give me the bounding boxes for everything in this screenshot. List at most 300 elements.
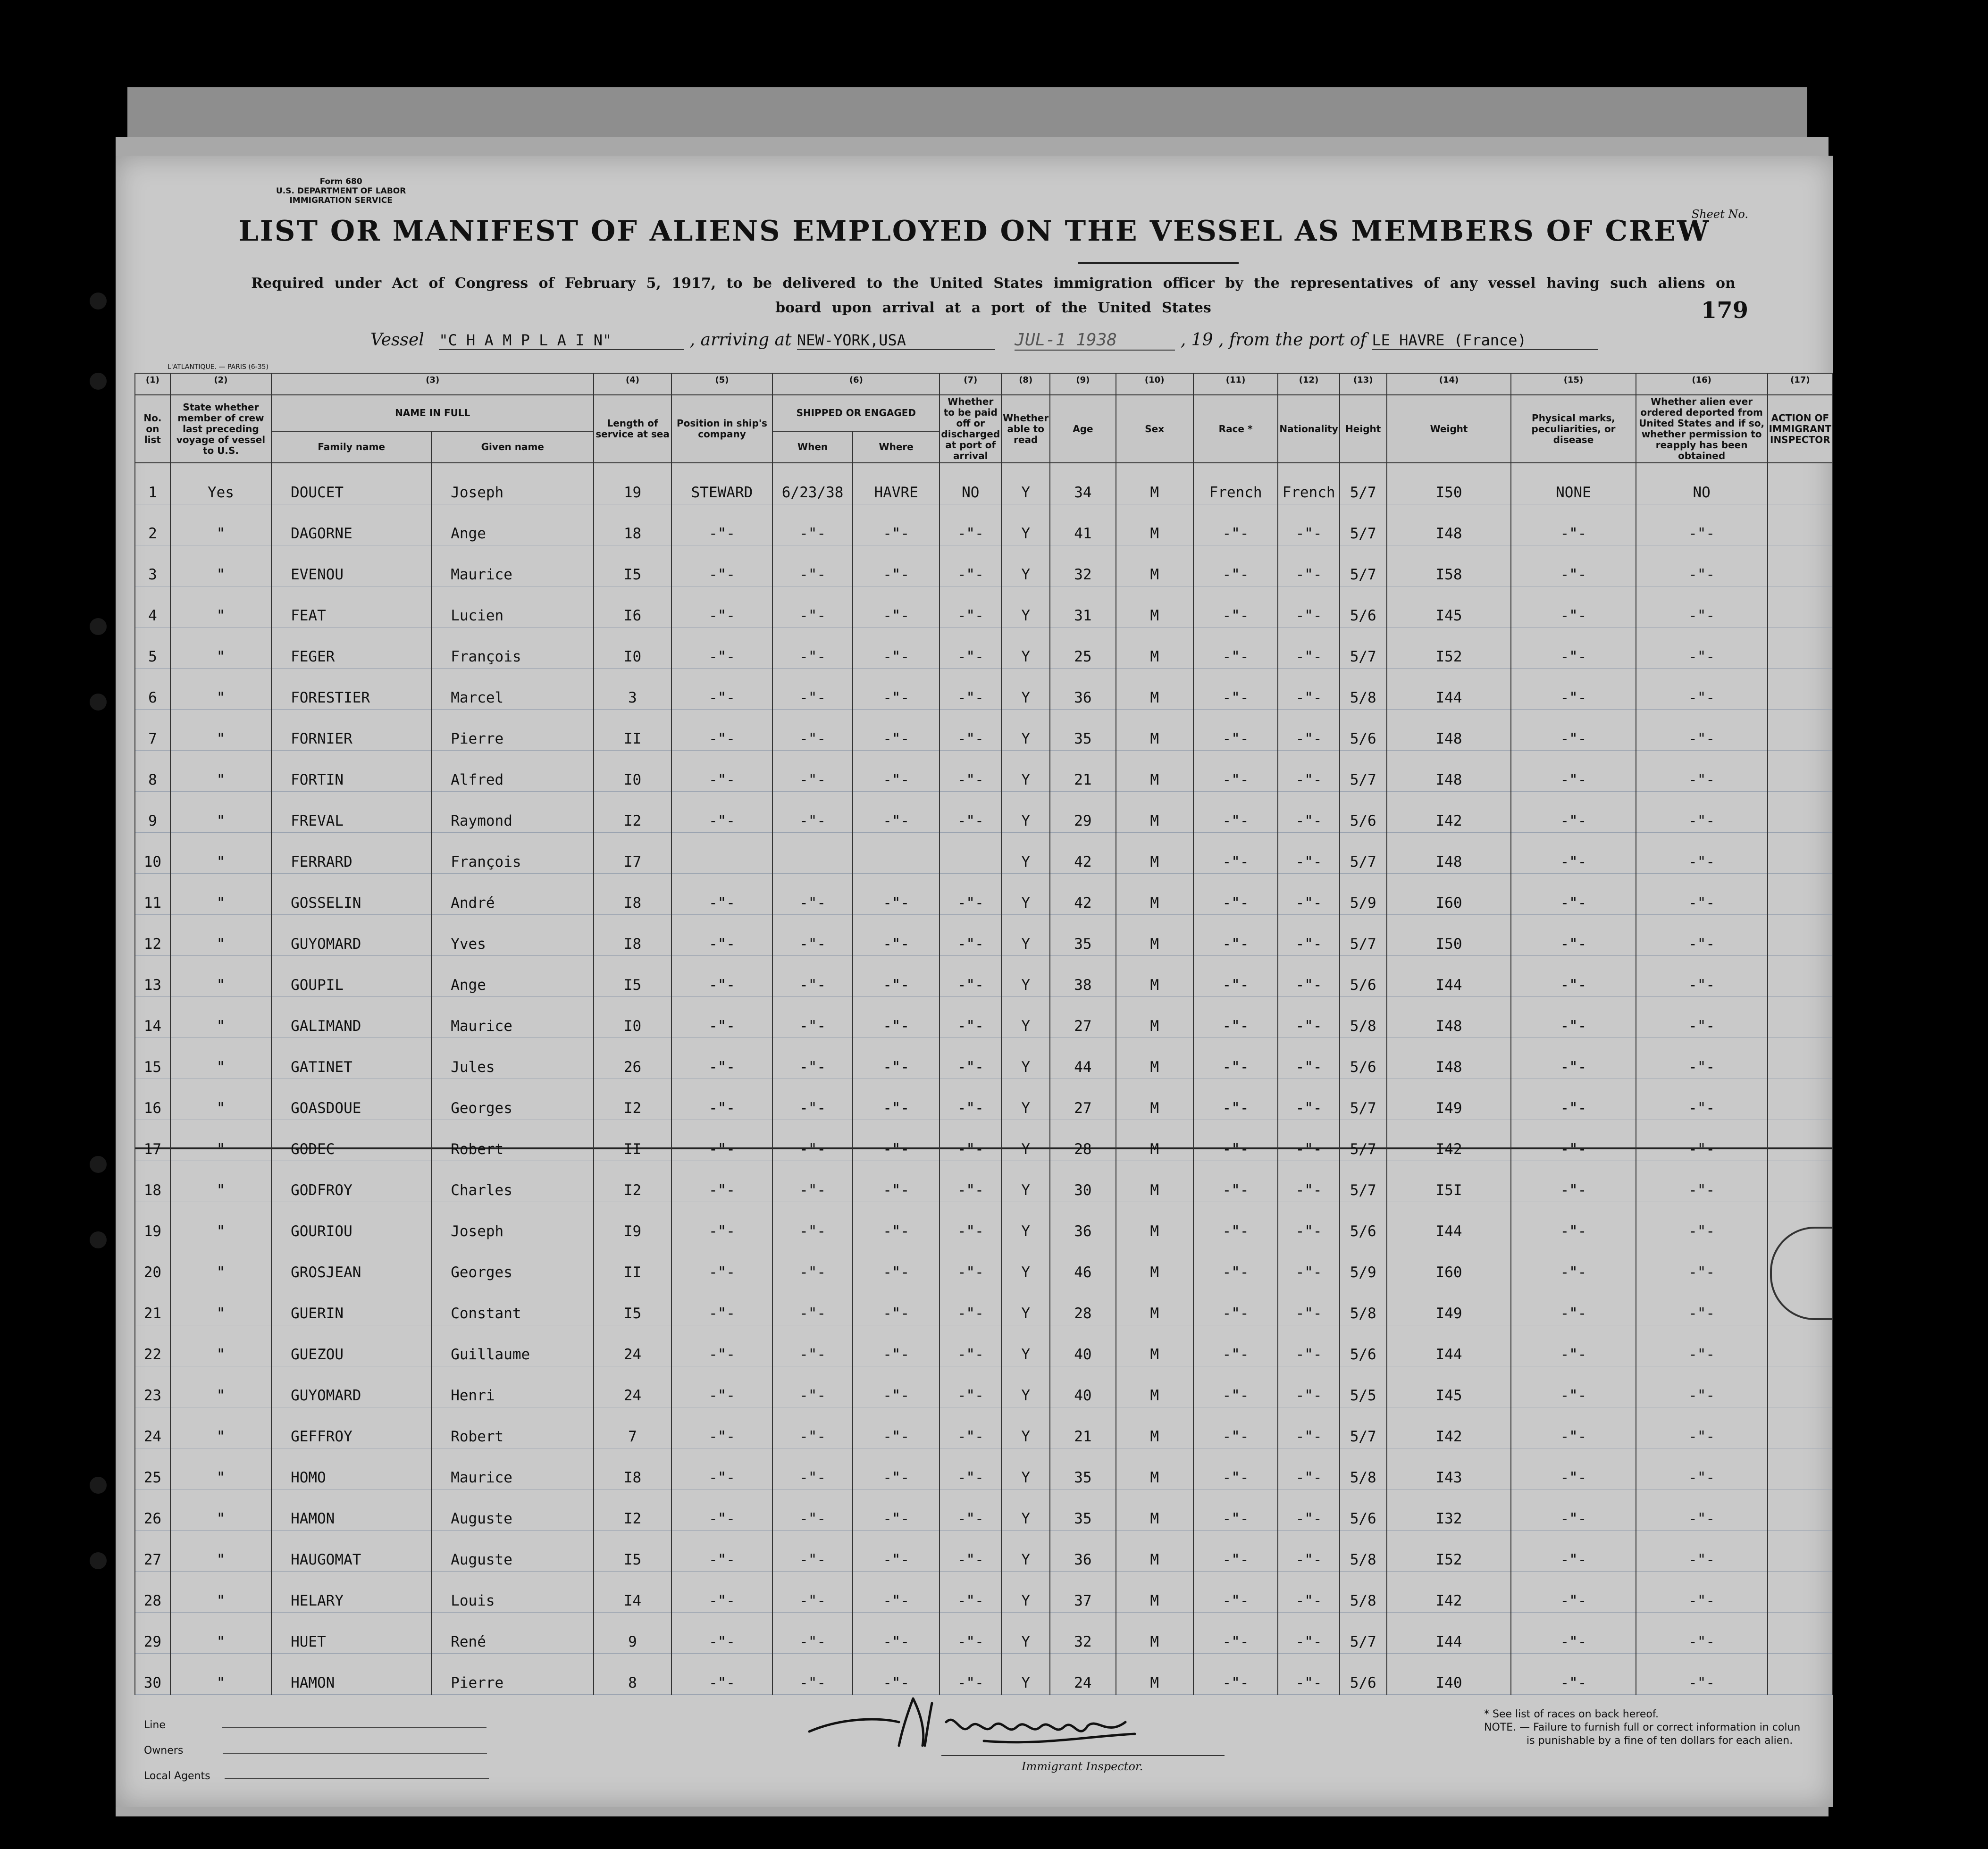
prev-voyage-cell: " <box>170 1407 271 1448</box>
family-name-cell: GUEZOU <box>271 1325 431 1366</box>
row-number-cell: 1 <box>135 463 170 504</box>
physical-marks-cell: -"- <box>1511 1489 1636 1531</box>
crew-rows <box>135 463 1833 1695</box>
col-header-position: Position in ship's company <box>671 395 772 463</box>
sex-cell: M <box>1116 1243 1193 1284</box>
sex-cell: M <box>1116 1079 1193 1120</box>
col-num-5: (5) <box>671 373 772 395</box>
height-cell: 5/6 <box>1340 1038 1387 1079</box>
position-cell: -"- <box>671 1531 772 1572</box>
shipped-when-cell: -"- <box>772 1572 853 1613</box>
position-cell: -"- <box>671 1202 772 1243</box>
table-row <box>135 1448 1833 1489</box>
shipped-where-cell: -"- <box>853 1202 939 1243</box>
race-cell: -"- <box>1193 1038 1278 1079</box>
col-num-6: (6) <box>772 373 939 395</box>
family-name-cell: HAMON <box>271 1654 431 1695</box>
weight-cell: I40 <box>1387 1654 1511 1695</box>
row-number-cell: 7 <box>135 710 170 751</box>
able-to-read-cell: Y <box>1001 1654 1050 1695</box>
department-name: U.S. DEPARTMENT OF LABOR <box>276 186 406 196</box>
nationality-cell: -"- <box>1278 1325 1339 1366</box>
given-name-cell: Pierre <box>431 710 594 751</box>
arriving-port: NEW-YORK,USA <box>797 331 995 350</box>
weight-cell: I44 <box>1387 669 1511 710</box>
deported-cell: -"- <box>1636 1407 1768 1448</box>
height-cell: 5/7 <box>1340 1161 1387 1202</box>
nationality-cell: -"- <box>1278 1448 1339 1489</box>
sex-cell: M <box>1116 1366 1193 1407</box>
position-cell: -"- <box>671 792 772 833</box>
height-cell: 5/7 <box>1340 627 1387 669</box>
col-header-shipped: SHIPPED OR ENGAGED <box>772 395 939 431</box>
row-number-cell: 3 <box>135 545 170 586</box>
table-row <box>135 504 1833 545</box>
sex-cell: M <box>1116 1448 1193 1489</box>
given-name-cell: Maurice <box>431 997 594 1038</box>
from-label: , from the port of <box>1218 330 1367 350</box>
deported-cell: -"- <box>1636 710 1768 751</box>
weight-cell: I45 <box>1387 586 1511 627</box>
height-cell: 5/6 <box>1340 586 1387 627</box>
row-number-cell: 15 <box>135 1038 170 1079</box>
weight-cell: I32 <box>1387 1489 1511 1531</box>
paid-off-cell: -"- <box>939 1366 1001 1407</box>
length-of-service-cell: I5 <box>594 1284 671 1325</box>
able-to-read-cell: Y <box>1001 833 1050 874</box>
age-cell: 28 <box>1050 1284 1116 1325</box>
shipped-when-cell: -"- <box>772 1161 853 1202</box>
shipped-when-cell: -"- <box>772 1531 853 1572</box>
shipped-where-cell <box>853 833 939 874</box>
from-port-name: LE HAVRE <box>1372 331 1445 349</box>
shipped-where-cell: -"- <box>853 956 939 997</box>
able-to-read-cell: Y <box>1001 1572 1050 1613</box>
family-name-cell: GODFROY <box>271 1161 431 1202</box>
shipped-where-cell: -"- <box>853 545 939 586</box>
inspector-signature <box>805 1689 1144 1750</box>
age-cell: 36 <box>1050 1531 1116 1572</box>
paid-off-cell: -"- <box>939 710 1001 751</box>
paid-off-cell: -"- <box>939 586 1001 627</box>
shipped-when-cell: -"- <box>772 1079 853 1120</box>
family-name-cell: HUET <box>271 1613 431 1654</box>
inspector-action-cell <box>1768 1407 1833 1448</box>
deported-cell: -"- <box>1636 1243 1768 1284</box>
prev-voyage-cell: " <box>170 1489 271 1531</box>
shipped-where-cell: -"- <box>853 751 939 792</box>
shipped-when-cell: -"- <box>772 627 853 669</box>
weight-cell: I60 <box>1387 874 1511 915</box>
shipped-where-cell: -"- <box>853 504 939 545</box>
from-country: (France) <box>1453 331 1527 349</box>
age-cell: 29 <box>1050 792 1116 833</box>
position-cell: -"- <box>671 627 772 669</box>
table-row <box>135 1325 1833 1366</box>
weight-cell: I48 <box>1387 710 1511 751</box>
physical-marks-cell: -"- <box>1511 504 1636 545</box>
column-number-row <box>135 373 1833 395</box>
footnote <box>1484 1708 1800 1748</box>
line-rule <box>222 1727 487 1728</box>
row-number-cell: 16 <box>135 1079 170 1120</box>
inspector-action-cell <box>1768 833 1833 874</box>
height-cell: 5/9 <box>1340 1243 1387 1284</box>
col-num-4: (4) <box>594 373 671 395</box>
sex-cell: M <box>1116 792 1193 833</box>
height-cell: 5/8 <box>1340 997 1387 1038</box>
col-header-sex: Sex <box>1116 395 1193 463</box>
inspector-action-cell <box>1768 874 1833 915</box>
family-name-cell: GODEC <box>271 1120 431 1161</box>
physical-marks-cell: -"- <box>1511 710 1636 751</box>
line-label: Line <box>144 1719 166 1731</box>
race-cell: -"- <box>1193 545 1278 586</box>
family-name-cell: GUYOMARD <box>271 1366 431 1407</box>
prev-voyage-cell: " <box>170 874 271 915</box>
inspector-action-cell <box>1768 1120 1833 1161</box>
physical-marks-cell: -"- <box>1511 1120 1636 1161</box>
table-row <box>135 1366 1833 1407</box>
family-name-cell: GUERIN <box>271 1284 431 1325</box>
age-cell: 35 <box>1050 710 1116 751</box>
able-to-read-cell: Y <box>1001 1448 1050 1489</box>
race-cell: -"- <box>1193 1325 1278 1366</box>
physical-marks-cell: -"- <box>1511 1284 1636 1325</box>
physical-marks-cell: -"- <box>1511 1654 1636 1695</box>
inspector-label: Immigrant Inspector. <box>1022 1760 1143 1773</box>
weight-cell: I44 <box>1387 956 1511 997</box>
race-cell: -"- <box>1193 997 1278 1038</box>
col-header-when: When <box>772 431 853 463</box>
shipped-when-cell: -"- <box>772 956 853 997</box>
table-row <box>135 1038 1833 1079</box>
shipped-when-cell: -"- <box>772 545 853 586</box>
length-of-service-cell: 3 <box>594 669 671 710</box>
family-name-cell: FEGER <box>271 627 431 669</box>
age-cell: 27 <box>1050 1079 1116 1120</box>
shipped-when-cell: -"- <box>772 710 853 751</box>
race-cell: -"- <box>1193 915 1278 956</box>
age-cell: 31 <box>1050 586 1116 627</box>
footnote-races: * See list of races on back hereof. <box>1484 1708 1659 1720</box>
footnote-fine: is punishable by a fine of ten dollars for each alien. <box>1527 1735 1793 1747</box>
able-to-read-cell: Y <box>1001 1325 1050 1366</box>
family-name-cell: GATINET <box>271 1038 431 1079</box>
shipped-where-cell: -"- <box>853 669 939 710</box>
able-to-read-cell: Y <box>1001 1531 1050 1572</box>
physical-marks-cell: -"- <box>1511 1325 1636 1366</box>
shipped-where-cell: HAVRE <box>853 463 939 504</box>
given-name-cell: François <box>431 833 594 874</box>
weight-cell: I49 <box>1387 1284 1511 1325</box>
deported-cell: -"- <box>1636 1654 1768 1695</box>
inspector-action-cell <box>1768 915 1833 956</box>
length-of-service-cell: II <box>594 1243 671 1284</box>
table-row <box>135 545 1833 586</box>
paid-off-cell: -"- <box>939 1325 1001 1366</box>
family-name-cell: HOMO <box>271 1448 431 1489</box>
able-to-read-cell: Y <box>1001 669 1050 710</box>
shipped-where-cell: -"- <box>853 1654 939 1695</box>
col-header-paid-off: Whether to be paid off or discharged at port of arrival <box>939 395 1001 463</box>
age-cell: 32 <box>1050 1613 1116 1654</box>
height-cell: 5/6 <box>1340 710 1387 751</box>
binder-hole <box>90 1552 107 1569</box>
length-of-service-cell: I7 <box>594 833 671 874</box>
race-cell: -"- <box>1193 669 1278 710</box>
col-header-age: Age <box>1050 395 1116 463</box>
inspector-action-cell <box>1768 669 1833 710</box>
able-to-read-cell: Y <box>1001 1202 1050 1243</box>
from-port <box>1372 331 1598 350</box>
length-of-service-cell: I5 <box>594 1531 671 1572</box>
family-name-cell: EVENOU <box>271 545 431 586</box>
inspector-action-cell <box>1768 463 1833 504</box>
nationality-cell: -"- <box>1278 1161 1339 1202</box>
deported-cell: -"- <box>1636 1572 1768 1613</box>
position-cell: -"- <box>671 1325 772 1366</box>
paid-off-cell: -"- <box>939 1654 1001 1695</box>
sex-cell: M <box>1116 627 1193 669</box>
prev-voyage-cell: " <box>170 545 271 586</box>
row-number-cell: 30 <box>135 1654 170 1695</box>
title-underline <box>1078 262 1239 264</box>
nationality-cell: -"- <box>1278 586 1339 627</box>
col-num-1: (1) <box>135 373 170 395</box>
position-cell: -"- <box>671 710 772 751</box>
physical-marks-cell: -"- <box>1511 833 1636 874</box>
inspector-action-cell <box>1768 997 1833 1038</box>
given-name-cell: André <box>431 874 594 915</box>
able-to-read-cell: Y <box>1001 1489 1050 1531</box>
agents-rule <box>225 1778 489 1779</box>
paid-off-cell: -"- <box>939 1613 1001 1654</box>
position-cell: -"- <box>671 1120 772 1161</box>
inspector-action-cell <box>1768 792 1833 833</box>
deported-cell: -"- <box>1636 833 1768 874</box>
given-name-cell: Jules <box>431 1038 594 1079</box>
length-of-service-cell: I6 <box>594 586 671 627</box>
weight-cell: I42 <box>1387 1407 1511 1448</box>
given-name-cell: Robert <box>431 1407 594 1448</box>
row-number-cell: 18 <box>135 1161 170 1202</box>
inspector-action-cell <box>1768 1161 1833 1202</box>
height-cell: 5/8 <box>1340 1572 1387 1613</box>
age-cell: 46 <box>1050 1243 1116 1284</box>
physical-marks-cell: -"- <box>1511 1572 1636 1613</box>
inspector-action-cell <box>1768 1038 1833 1079</box>
length-of-service-cell: I0 <box>594 997 671 1038</box>
height-cell: 5/6 <box>1340 1202 1387 1243</box>
sex-cell: M <box>1116 1407 1193 1448</box>
printer-note: L'ATLANTIQUE. — PARIS (6-35) <box>168 363 269 371</box>
position-cell: -"- <box>671 956 772 997</box>
shipped-when-cell: -"- <box>772 669 853 710</box>
paid-off-cell: -"- <box>939 504 1001 545</box>
family-name-cell: FERRARD <box>271 833 431 874</box>
age-cell: 25 <box>1050 627 1116 669</box>
row-number-cell: 25 <box>135 1448 170 1489</box>
col-num-15: (15) <box>1511 373 1636 395</box>
table-row <box>135 1654 1833 1695</box>
age-cell: 36 <box>1050 669 1116 710</box>
service-name: IMMIGRATION SERVICE <box>289 196 393 205</box>
prev-voyage-cell: " <box>170 915 271 956</box>
inspector-action-cell <box>1768 956 1833 997</box>
physical-marks-cell: -"- <box>1511 545 1636 586</box>
deported-cell: -"- <box>1636 669 1768 710</box>
sex-cell: M <box>1116 586 1193 627</box>
col-num-3: (3) <box>271 373 594 395</box>
weight-cell: I50 <box>1387 463 1511 504</box>
given-name-cell: Maurice <box>431 1448 594 1489</box>
family-name-cell: DAGORNE <box>271 504 431 545</box>
inspector-action-cell <box>1768 504 1833 545</box>
table-row <box>135 1572 1833 1613</box>
table-row <box>135 751 1833 792</box>
prev-voyage-cell: " <box>170 710 271 751</box>
inspector-action-cell <box>1768 586 1833 627</box>
row-number-cell: 5 <box>135 627 170 669</box>
given-name-cell: Guillaume <box>431 1325 594 1366</box>
shipped-where-cell: -"- <box>853 1407 939 1448</box>
shipped-when-cell: -"- <box>772 874 853 915</box>
able-to-read-cell: Y <box>1001 463 1050 504</box>
position-cell: -"- <box>671 1038 772 1079</box>
height-cell: 5/8 <box>1340 1284 1387 1325</box>
length-of-service-cell: I0 <box>594 627 671 669</box>
length-of-service-cell: I2 <box>594 1079 671 1120</box>
prev-voyage-cell: " <box>170 1284 271 1325</box>
family-name-cell: FREVAL <box>271 792 431 833</box>
shipped-when-cell: -"- <box>772 1243 853 1284</box>
sex-cell: M <box>1116 669 1193 710</box>
physical-marks-cell: -"- <box>1511 1079 1636 1120</box>
table-row <box>135 792 1833 833</box>
family-name-cell: HELARY <box>271 1572 431 1613</box>
date-stamp: JUL-1 1938 <box>1015 330 1175 351</box>
prev-voyage-cell: Yes <box>170 463 271 504</box>
weight-cell: I48 <box>1387 833 1511 874</box>
position-cell: -"- <box>671 545 772 586</box>
length-of-service-cell: II <box>594 1120 671 1161</box>
shipped-where-cell: -"- <box>853 1531 939 1572</box>
footer-labels <box>144 1713 489 1789</box>
race-cell: -"- <box>1193 1161 1278 1202</box>
table-row <box>135 956 1833 997</box>
row-number-cell: 27 <box>135 1531 170 1572</box>
given-name-cell: Raymond <box>431 792 594 833</box>
length-of-service-cell: I4 <box>594 1572 671 1613</box>
prev-voyage-cell: " <box>170 1161 271 1202</box>
height-cell: 5/6 <box>1340 1489 1387 1531</box>
table-row <box>135 1531 1833 1572</box>
nationality-cell: -"- <box>1278 1366 1339 1407</box>
shipped-where-cell: -"- <box>853 1613 939 1654</box>
deported-cell: -"- <box>1636 1531 1768 1572</box>
age-cell: 40 <box>1050 1366 1116 1407</box>
position-cell: -"- <box>671 1448 772 1489</box>
inspector-action-cell <box>1768 1531 1833 1572</box>
deported-cell: -"- <box>1636 1489 1768 1531</box>
row-number-cell: 10 <box>135 833 170 874</box>
height-cell: 5/7 <box>1340 1407 1387 1448</box>
physical-marks-cell: -"- <box>1511 792 1636 833</box>
age-cell: 35 <box>1050 915 1116 956</box>
family-name-cell: FORESTIER <box>271 669 431 710</box>
given-name-cell: Charles <box>431 1161 594 1202</box>
shipped-when-cell: -"- <box>772 1120 853 1161</box>
row-number-cell: 12 <box>135 915 170 956</box>
family-name-cell: FEAT <box>271 586 431 627</box>
able-to-read-cell: Y <box>1001 545 1050 586</box>
family-name-cell: GUYOMARD <box>271 915 431 956</box>
shipped-where-cell: -"- <box>853 710 939 751</box>
vessel-name: "C H A M P L A I N" <box>439 331 684 350</box>
height-cell: 5/7 <box>1340 1613 1387 1654</box>
page-subtitle: Required under Act of Congress of February 5, 1917, to be delivered to the United States immigration officer by the representatives of any vessel having such aliens on board upon arrival at a port of the United States <box>251 275 1736 316</box>
race-cell: -"- <box>1193 627 1278 669</box>
shipped-where-cell: -"- <box>853 1489 939 1531</box>
position-cell: -"- <box>671 586 772 627</box>
sex-cell: M <box>1116 1161 1193 1202</box>
position-cell: -"- <box>671 751 772 792</box>
nationality-cell: -"- <box>1278 1572 1339 1613</box>
sex-cell: M <box>1116 545 1193 586</box>
shipped-when-cell: -"- <box>772 792 853 833</box>
height-cell: 5/6 <box>1340 1654 1387 1695</box>
position-cell: -"- <box>671 1284 772 1325</box>
given-name-cell: Georges <box>431 1243 594 1284</box>
able-to-read-cell: Y <box>1001 1079 1050 1120</box>
paid-off-cell: -"- <box>939 1572 1001 1613</box>
col-header-height: Height <box>1340 395 1387 463</box>
able-to-read-cell: Y <box>1001 874 1050 915</box>
paid-off-cell: -"- <box>939 627 1001 669</box>
race-cell: -"- <box>1193 504 1278 545</box>
age-cell: 42 <box>1050 833 1116 874</box>
nationality-cell: -"- <box>1278 1407 1339 1448</box>
nationality-cell: -"- <box>1278 915 1339 956</box>
weight-cell: I42 <box>1387 1572 1511 1613</box>
height-cell: 5/7 <box>1340 504 1387 545</box>
inspector-action-cell <box>1768 1613 1833 1654</box>
row-number-cell: 19 <box>135 1202 170 1243</box>
length-of-service-cell: I2 <box>594 1489 671 1531</box>
physical-marks-cell: -"- <box>1511 997 1636 1038</box>
weight-cell: I52 <box>1387 627 1511 669</box>
physical-marks-cell: -"- <box>1511 1407 1636 1448</box>
weight-cell: I52 <box>1387 1531 1511 1572</box>
able-to-read-cell: Y <box>1001 586 1050 627</box>
position-cell: -"- <box>671 915 772 956</box>
length-of-service-cell: I5 <box>594 956 671 997</box>
given-name-cell: Ange <box>431 504 594 545</box>
col-num-13: (13) <box>1340 373 1387 395</box>
table-row <box>135 997 1833 1038</box>
inspector-action-cell <box>1768 751 1833 792</box>
row-number-cell: 28 <box>135 1572 170 1613</box>
able-to-read-cell: Y <box>1001 1243 1050 1284</box>
sex-cell: M <box>1116 1489 1193 1531</box>
sheet-label: Sheet No. <box>1691 208 1748 221</box>
nationality-cell: -"- <box>1278 751 1339 792</box>
deported-cell: -"- <box>1636 586 1768 627</box>
weight-cell: I44 <box>1387 1325 1511 1366</box>
shipped-when-cell: -"- <box>772 1613 853 1654</box>
race-cell: -"- <box>1193 1284 1278 1325</box>
